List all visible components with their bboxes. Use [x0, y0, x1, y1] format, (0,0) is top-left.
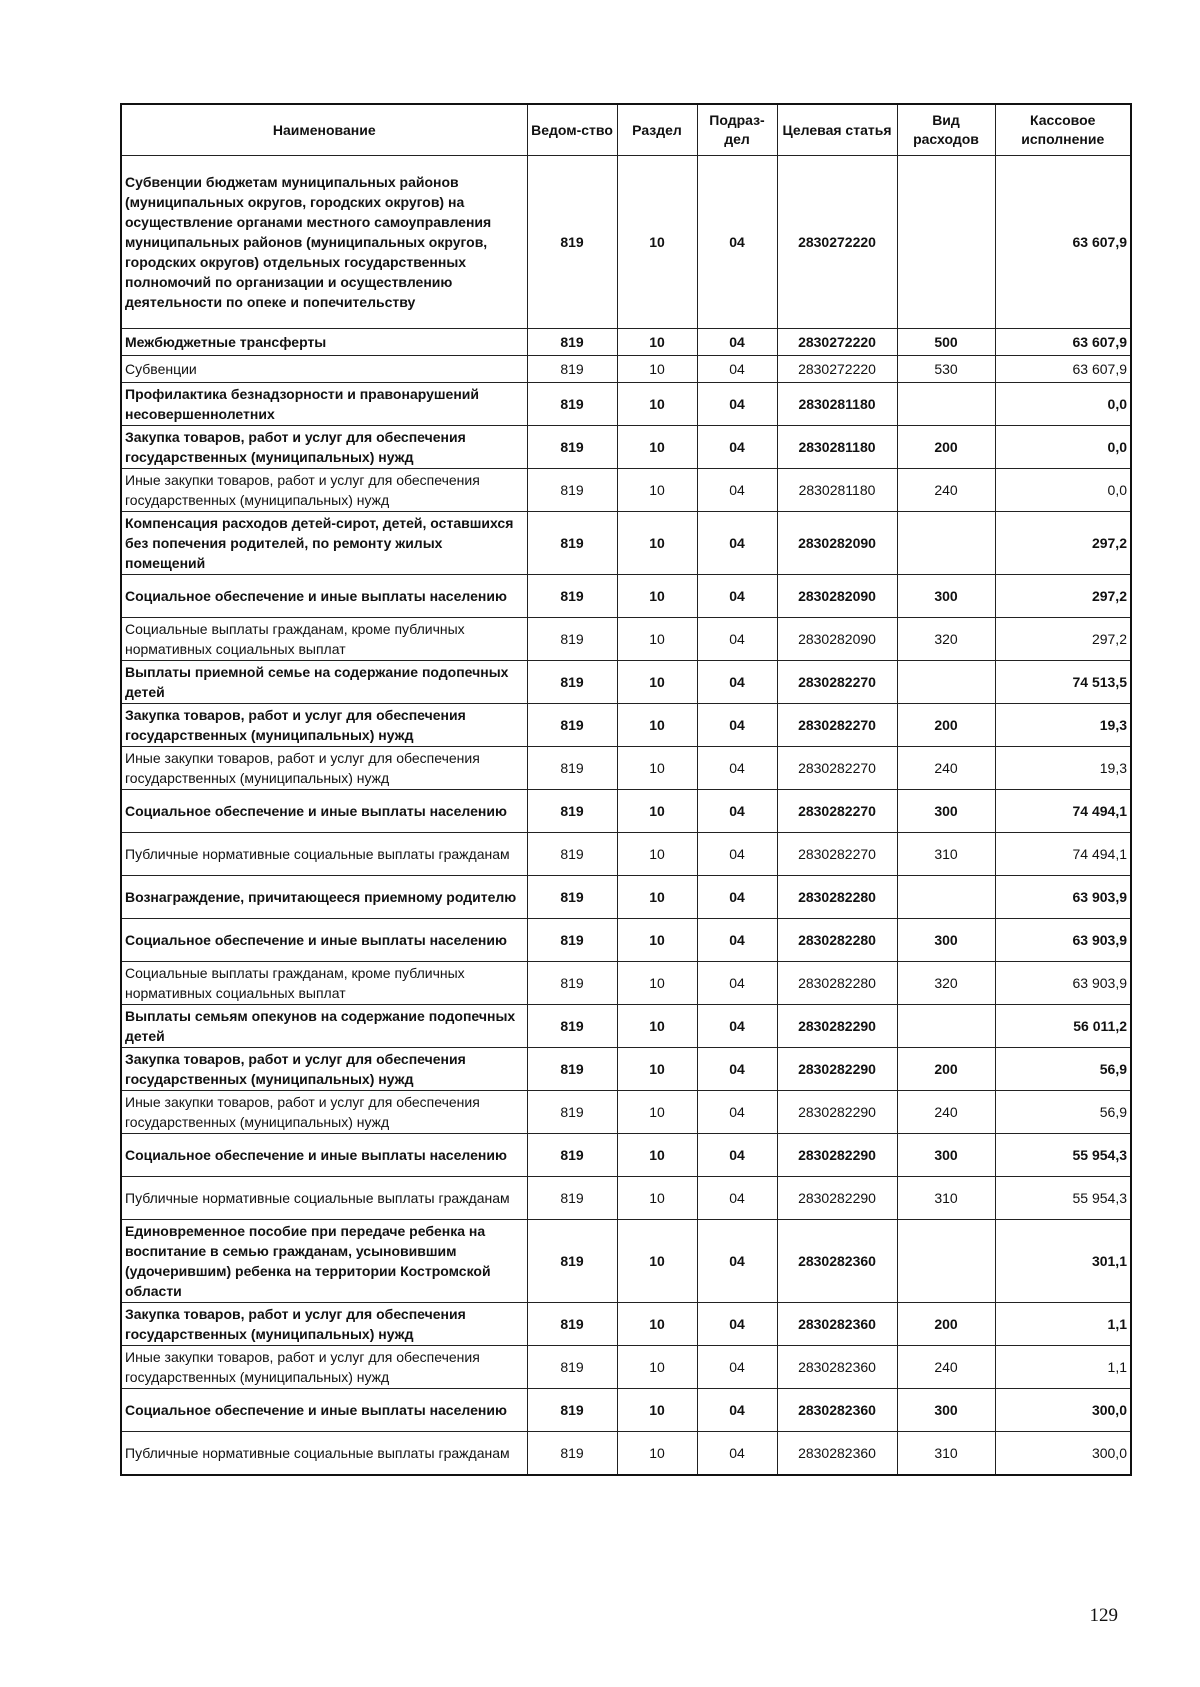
cell-podrazdel: 04 [697, 575, 777, 618]
cell-ved: 819 [527, 156, 617, 329]
cell-kassovoe: 300,0 [995, 1432, 1131, 1476]
cell-vid: 200 [897, 426, 995, 469]
cell-ved: 819 [527, 790, 617, 833]
cell-celevaya: 2830281180 [777, 469, 897, 512]
cell-celevaya: 2830282360 [777, 1389, 897, 1432]
cell-kassovoe: 74 513,5 [995, 661, 1131, 704]
cell-vid [897, 1220, 995, 1303]
cell-ved: 819 [527, 356, 617, 383]
header-row [121, 104, 1131, 156]
table-row [121, 1177, 1131, 1220]
cell-ved: 819 [527, 919, 617, 962]
cell-vid: 320 [897, 618, 995, 661]
cell-podrazdel: 04 [697, 383, 777, 426]
cell-name: Единовременное пособие при передаче ребенка на воспитание в семью гражданам, усыновившим (удочерившим) ребенка на территории Костромской области [121, 1220, 527, 1303]
cell-celevaya: 2830282280 [777, 876, 897, 919]
cell-podrazdel: 04 [697, 1303, 777, 1346]
cell-razdel: 10 [617, 1220, 697, 1303]
table-row [121, 919, 1131, 962]
cell-celevaya: 2830272220 [777, 356, 897, 383]
cell-razdel: 10 [617, 426, 697, 469]
header-name: Наименование [121, 104, 527, 156]
cell-name: Вознаграждение, причитающееся приемному родителю [121, 876, 527, 919]
budget-execution-table [120, 103, 1132, 1476]
cell-podrazdel: 04 [697, 661, 777, 704]
cell-name: Межбюджетные трансферты [121, 329, 527, 356]
cell-ved: 819 [527, 833, 617, 876]
cell-name: Субвенции бюджетам муниципальных районов (муниципальных округов, городских округов) на осуществление органами местного самоуправления муниципальных районов (муниципальных округов, городских округов) отдельных государственных полномочий по организации и осуществлению деятельности по опеке и попечительству [121, 156, 527, 329]
table-row [121, 156, 1131, 329]
cell-kassovoe: 19,3 [995, 704, 1131, 747]
cell-kassovoe: 63 607,9 [995, 356, 1131, 383]
cell-name: Выплаты приемной семье на содержание подопечных детей [121, 661, 527, 704]
cell-kassovoe: 63 903,9 [995, 919, 1131, 962]
cell-kassovoe: 297,2 [995, 575, 1131, 618]
cell-vid [897, 1005, 995, 1048]
cell-name: Публичные нормативные социальные выплаты гражданам [121, 833, 527, 876]
cell-vid: 300 [897, 1389, 995, 1432]
cell-razdel: 10 [617, 1303, 697, 1346]
page-number: 129 [1089, 1605, 1118, 1626]
table-row [121, 426, 1131, 469]
header-celevaya: Целевая статья [777, 104, 897, 156]
cell-ved: 819 [527, 1303, 617, 1346]
table-row [121, 962, 1131, 1005]
cell-razdel: 10 [617, 1177, 697, 1220]
cell-podrazdel: 04 [697, 1389, 777, 1432]
cell-vid [897, 876, 995, 919]
cell-razdel: 10 [617, 1048, 697, 1091]
table-row [121, 512, 1131, 575]
cell-vid: 200 [897, 704, 995, 747]
cell-razdel: 10 [617, 747, 697, 790]
cell-name: Субвенции [121, 356, 527, 383]
cell-podrazdel: 04 [697, 747, 777, 790]
table-row [121, 790, 1131, 833]
cell-podrazdel: 04 [697, 876, 777, 919]
table-row [121, 1134, 1131, 1177]
cell-ved: 819 [527, 383, 617, 426]
cell-podrazdel: 04 [697, 962, 777, 1005]
cell-celevaya: 2830282290 [777, 1134, 897, 1177]
cell-podrazdel: 04 [697, 919, 777, 962]
cell-kassovoe: 1,1 [995, 1346, 1131, 1389]
cell-ved: 819 [527, 876, 617, 919]
cell-vid [897, 512, 995, 575]
cell-name: Социальное обеспечение и иные выплаты населению [121, 919, 527, 962]
cell-vid: 310 [897, 1432, 995, 1476]
cell-vid: 200 [897, 1048, 995, 1091]
cell-celevaya: 2830282360 [777, 1303, 897, 1346]
cell-ved: 819 [527, 1346, 617, 1389]
cell-ved: 819 [527, 1134, 617, 1177]
cell-celevaya: 2830282280 [777, 919, 897, 962]
cell-vid: 320 [897, 962, 995, 1005]
cell-ved: 819 [527, 1389, 617, 1432]
cell-celevaya: 2830282090 [777, 575, 897, 618]
cell-podrazdel: 04 [697, 356, 777, 383]
cell-podrazdel: 04 [697, 512, 777, 575]
cell-razdel: 10 [617, 833, 697, 876]
cell-celevaya: 2830282270 [777, 833, 897, 876]
cell-razdel: 10 [617, 704, 697, 747]
cell-name: Иные закупки товаров, работ и услуг для обеспечения государственных (муниципальных) нужд [121, 1091, 527, 1134]
cell-ved: 819 [527, 1177, 617, 1220]
cell-podrazdel: 04 [697, 1432, 777, 1476]
cell-razdel: 10 [617, 876, 697, 919]
cell-name: Компенсация расходов детей-сирот, детей, оставшихся без попечения родителей, по ремонту жилых помещений [121, 512, 527, 575]
cell-ved: 819 [527, 704, 617, 747]
cell-ved: 819 [527, 661, 617, 704]
cell-razdel: 10 [617, 919, 697, 962]
table-row [121, 833, 1131, 876]
cell-razdel: 10 [617, 156, 697, 329]
cell-podrazdel: 04 [697, 1005, 777, 1048]
cell-vid [897, 383, 995, 426]
cell-name: Социальное обеспечение и иные выплаты населению [121, 1134, 527, 1177]
cell-podrazdel: 04 [697, 1177, 777, 1220]
cell-celevaya: 2830282290 [777, 1177, 897, 1220]
cell-kassovoe: 56,9 [995, 1048, 1131, 1091]
table-row [121, 575, 1131, 618]
table-row [121, 1220, 1131, 1303]
table-row [121, 1432, 1131, 1476]
cell-vid: 200 [897, 1303, 995, 1346]
cell-name: Социальные выплаты гражданам, кроме публичных нормативных социальных выплат [121, 618, 527, 661]
cell-kassovoe: 19,3 [995, 747, 1131, 790]
cell-razdel: 10 [617, 1389, 697, 1432]
cell-podrazdel: 04 [697, 1220, 777, 1303]
cell-razdel: 10 [617, 1005, 697, 1048]
cell-vid: 240 [897, 747, 995, 790]
cell-name: Выплаты семьям опекунов на содержание подопечных детей [121, 1005, 527, 1048]
cell-vid: 300 [897, 790, 995, 833]
table-row [121, 618, 1131, 661]
cell-podrazdel: 04 [697, 329, 777, 356]
cell-podrazdel: 04 [697, 156, 777, 329]
cell-podrazdel: 04 [697, 1346, 777, 1389]
cell-vid: 530 [897, 356, 995, 383]
cell-kassovoe: 297,2 [995, 618, 1131, 661]
cell-name: Иные закупки товаров, работ и услуг для обеспечения государственных (муниципальных) нужд [121, 1346, 527, 1389]
cell-kassovoe: 63 903,9 [995, 962, 1131, 1005]
cell-vid [897, 661, 995, 704]
cell-vid [897, 156, 995, 329]
cell-kassovoe: 55 954,3 [995, 1134, 1131, 1177]
header-kassovoe: Кассовое исполнение [995, 104, 1131, 156]
cell-celevaya: 2830272220 [777, 156, 897, 329]
cell-kassovoe: 1,1 [995, 1303, 1131, 1346]
cell-kassovoe: 0,0 [995, 383, 1131, 426]
cell-vid: 240 [897, 469, 995, 512]
cell-vid: 300 [897, 919, 995, 962]
cell-kassovoe: 55 954,3 [995, 1177, 1131, 1220]
cell-razdel: 10 [617, 1134, 697, 1177]
cell-kassovoe: 56,9 [995, 1091, 1131, 1134]
cell-name: Профилактика безнадзорности и правонарушений несовершеннолетних [121, 383, 527, 426]
cell-kassovoe: 301,1 [995, 1220, 1131, 1303]
cell-name: Социальное обеспечение и иные выплаты населению [121, 1389, 527, 1432]
header-ved: Ведом-ство [527, 104, 617, 156]
cell-ved: 819 [527, 747, 617, 790]
cell-celevaya: 2830282360 [777, 1220, 897, 1303]
cell-name: Социальное обеспечение и иные выплаты населению [121, 575, 527, 618]
cell-ved: 819 [527, 469, 617, 512]
cell-podrazdel: 04 [697, 469, 777, 512]
cell-ved: 819 [527, 329, 617, 356]
cell-celevaya: 2830282360 [777, 1346, 897, 1389]
cell-kassovoe: 63 607,9 [995, 329, 1131, 356]
cell-razdel: 10 [617, 1091, 697, 1134]
cell-vid: 310 [897, 833, 995, 876]
cell-ved: 819 [527, 512, 617, 575]
cell-vid: 240 [897, 1091, 995, 1134]
cell-podrazdel: 04 [697, 1091, 777, 1134]
cell-podrazdel: 04 [697, 790, 777, 833]
cell-name: Иные закупки товаров, работ и услуг для обеспечения государственных (муниципальных) нужд [121, 469, 527, 512]
cell-razdel: 10 [617, 618, 697, 661]
cell-vid: 300 [897, 575, 995, 618]
cell-razdel: 10 [617, 512, 697, 575]
cell-kassovoe: 63 903,9 [995, 876, 1131, 919]
cell-podrazdel: 04 [697, 704, 777, 747]
cell-podrazdel: 04 [697, 833, 777, 876]
cell-name: Закупка товаров, работ и услуг для обеспечения государственных (муниципальных) нужд [121, 704, 527, 747]
cell-celevaya: 2830282280 [777, 962, 897, 1005]
cell-celevaya: 2830282270 [777, 790, 897, 833]
cell-celevaya: 2830282270 [777, 704, 897, 747]
cell-vid: 500 [897, 329, 995, 356]
cell-razdel: 10 [617, 790, 697, 833]
cell-podrazdel: 04 [697, 426, 777, 469]
cell-kassovoe: 0,0 [995, 469, 1131, 512]
cell-razdel: 10 [617, 383, 697, 426]
cell-ved: 819 [527, 1005, 617, 1048]
table-row [121, 1389, 1131, 1432]
cell-ved: 819 [527, 1048, 617, 1091]
cell-name: Социальное обеспечение и иные выплаты населению [121, 790, 527, 833]
cell-razdel: 10 [617, 469, 697, 512]
cell-ved: 819 [527, 618, 617, 661]
table-row [121, 1091, 1131, 1134]
cell-name: Закупка товаров, работ и услуг для обеспечения государственных (муниципальных) нужд [121, 426, 527, 469]
cell-name: Иные закупки товаров, работ и услуг для обеспечения государственных (муниципальных) нужд [121, 747, 527, 790]
cell-kassovoe: 74 494,1 [995, 833, 1131, 876]
table-row [121, 356, 1131, 383]
cell-ved: 819 [527, 962, 617, 1005]
table-row [121, 661, 1131, 704]
cell-celevaya: 2830282290 [777, 1048, 897, 1091]
cell-vid: 300 [897, 1134, 995, 1177]
cell-celevaya: 2830282290 [777, 1005, 897, 1048]
cell-celevaya: 2830282290 [777, 1091, 897, 1134]
cell-razdel: 10 [617, 356, 697, 383]
cell-kassovoe: 300,0 [995, 1389, 1131, 1432]
cell-ved: 819 [527, 426, 617, 469]
cell-name: Социальные выплаты гражданам, кроме публичных нормативных социальных выплат [121, 962, 527, 1005]
cell-celevaya: 2830282090 [777, 618, 897, 661]
header-podrazdel: Подраз-дел [697, 104, 777, 156]
cell-celevaya: 2830282270 [777, 661, 897, 704]
cell-razdel: 10 [617, 661, 697, 704]
table-row [121, 747, 1131, 790]
table-body [121, 156, 1131, 1476]
cell-podrazdel: 04 [697, 1134, 777, 1177]
cell-kassovoe: 297,2 [995, 512, 1131, 575]
table-row [121, 704, 1131, 747]
table-row [121, 383, 1131, 426]
cell-podrazdel: 04 [697, 1048, 777, 1091]
cell-kassovoe: 0,0 [995, 426, 1131, 469]
budget-table-container [120, 103, 1130, 1476]
header-vid: Вид расходов [897, 104, 995, 156]
cell-ved: 819 [527, 1432, 617, 1476]
table-row [121, 1005, 1131, 1048]
cell-celevaya: 2830282090 [777, 512, 897, 575]
cell-celevaya: 2830272220 [777, 329, 897, 356]
cell-ved: 819 [527, 575, 617, 618]
cell-celevaya: 2830281180 [777, 426, 897, 469]
cell-name: Закупка товаров, работ и услуг для обеспечения государственных (муниципальных) нужд [121, 1048, 527, 1091]
cell-razdel: 10 [617, 1432, 697, 1476]
table-row [121, 329, 1131, 356]
cell-vid: 240 [897, 1346, 995, 1389]
cell-ved: 819 [527, 1220, 617, 1303]
table-row [121, 1303, 1131, 1346]
cell-celevaya: 2830282360 [777, 1432, 897, 1476]
cell-kassovoe: 63 607,9 [995, 156, 1131, 329]
cell-ved: 819 [527, 1091, 617, 1134]
table-row [121, 1346, 1131, 1389]
cell-razdel: 10 [617, 329, 697, 356]
cell-celevaya: 2830281180 [777, 383, 897, 426]
table-row [121, 1048, 1131, 1091]
table-row [121, 876, 1131, 919]
cell-name: Закупка товаров, работ и услуг для обеспечения государственных (муниципальных) нужд [121, 1303, 527, 1346]
cell-razdel: 10 [617, 962, 697, 1005]
cell-razdel: 10 [617, 575, 697, 618]
cell-podrazdel: 04 [697, 618, 777, 661]
cell-name: Публичные нормативные социальные выплаты гражданам [121, 1177, 527, 1220]
header-razdel: Раздел [617, 104, 697, 156]
cell-kassovoe: 56 011,2 [995, 1005, 1131, 1048]
cell-name: Публичные нормативные социальные выплаты гражданам [121, 1432, 527, 1476]
table-row [121, 469, 1131, 512]
table-header [121, 104, 1131, 156]
cell-vid: 310 [897, 1177, 995, 1220]
cell-celevaya: 2830282270 [777, 747, 897, 790]
cell-kassovoe: 74 494,1 [995, 790, 1131, 833]
cell-razdel: 10 [617, 1346, 697, 1389]
